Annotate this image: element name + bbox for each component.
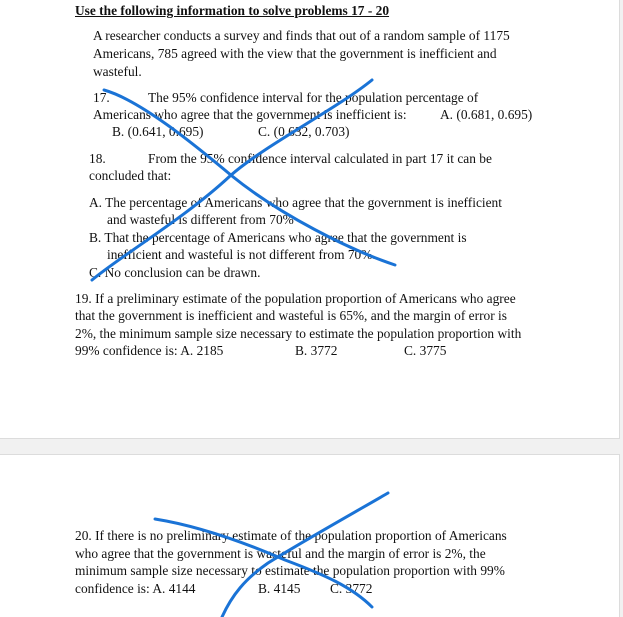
question-17-number: 17. xyxy=(93,90,110,105)
question-19-option-c: C. 3775 xyxy=(404,343,447,358)
question-18-text-1: From the 95% confidence interval calculated in part 17 it can be xyxy=(148,151,492,166)
question-18-number: 18. xyxy=(89,151,106,166)
question-20-line-3: minimum sample size necessary to estimate the population proportion with 99% xyxy=(75,563,505,578)
question-20-line-4: confidence is: A. 4144 xyxy=(75,581,196,596)
intro-line-3: wasteful. xyxy=(93,64,142,79)
question-19-line-3: 2%, the minimum sample size necessary to estimate the population proportion with xyxy=(75,326,522,341)
question-17-text-2: Americans who agree that the government is inefficient is: xyxy=(93,107,407,122)
question-20-line-1: 20. If there is no preliminary estimate of the population proportion of Americans xyxy=(75,528,507,543)
question-19-line-2: that the government is inefficient and wasteful is 65%, and the margin of error is xyxy=(75,308,507,323)
question-20-option-c: C. 3772 xyxy=(330,581,373,596)
question-20-line-2: who agree that the government is wasteful and the margin of error is 2%, the xyxy=(75,546,486,561)
question-19-line-4: 99% confidence is: A. 2185 xyxy=(75,343,224,358)
question-17-option-b: B. (0.641, 0.695) xyxy=(112,124,204,139)
question-18-option-c: C. No conclusion can be drawn. xyxy=(89,265,261,280)
intro-line-2: Americans, 785 agreed with the view that the government is inefficient and xyxy=(93,46,497,61)
intro-line-1: A researcher conducts a survey and finds that out of a random sample of 1175 xyxy=(93,28,510,43)
question-18-option-a-2: and wasteful is different from 70% xyxy=(107,212,294,227)
question-17-option-c: C. (0.632, 0.703) xyxy=(258,124,350,139)
question-18-option-b-1: B. That the percentage of Americans who agree that the government is xyxy=(89,230,467,245)
question-17-text-1: The 95% confidence interval for the population percentage of xyxy=(148,90,479,105)
question-19-option-b: B. 3772 xyxy=(295,343,338,358)
question-20-option-b: B. 4145 xyxy=(258,581,301,596)
question-18-option-b-2: inefficient and wasteful is not different from 70%. xyxy=(107,247,376,262)
question-17-option-a: A. (0.681, 0.695) xyxy=(440,107,533,122)
section-heading: Use the following information to solve problems 17 - 20 xyxy=(75,3,390,18)
document-page-2 xyxy=(0,455,619,617)
question-18-text-2: concluded that: xyxy=(89,168,172,183)
question-19-line-1: 19. If a preliminary estimate of the population proportion of Americans who agree xyxy=(75,291,516,306)
question-18-option-a-1: A. The percentage of Americans who agree that the government is inefficient xyxy=(89,195,502,210)
